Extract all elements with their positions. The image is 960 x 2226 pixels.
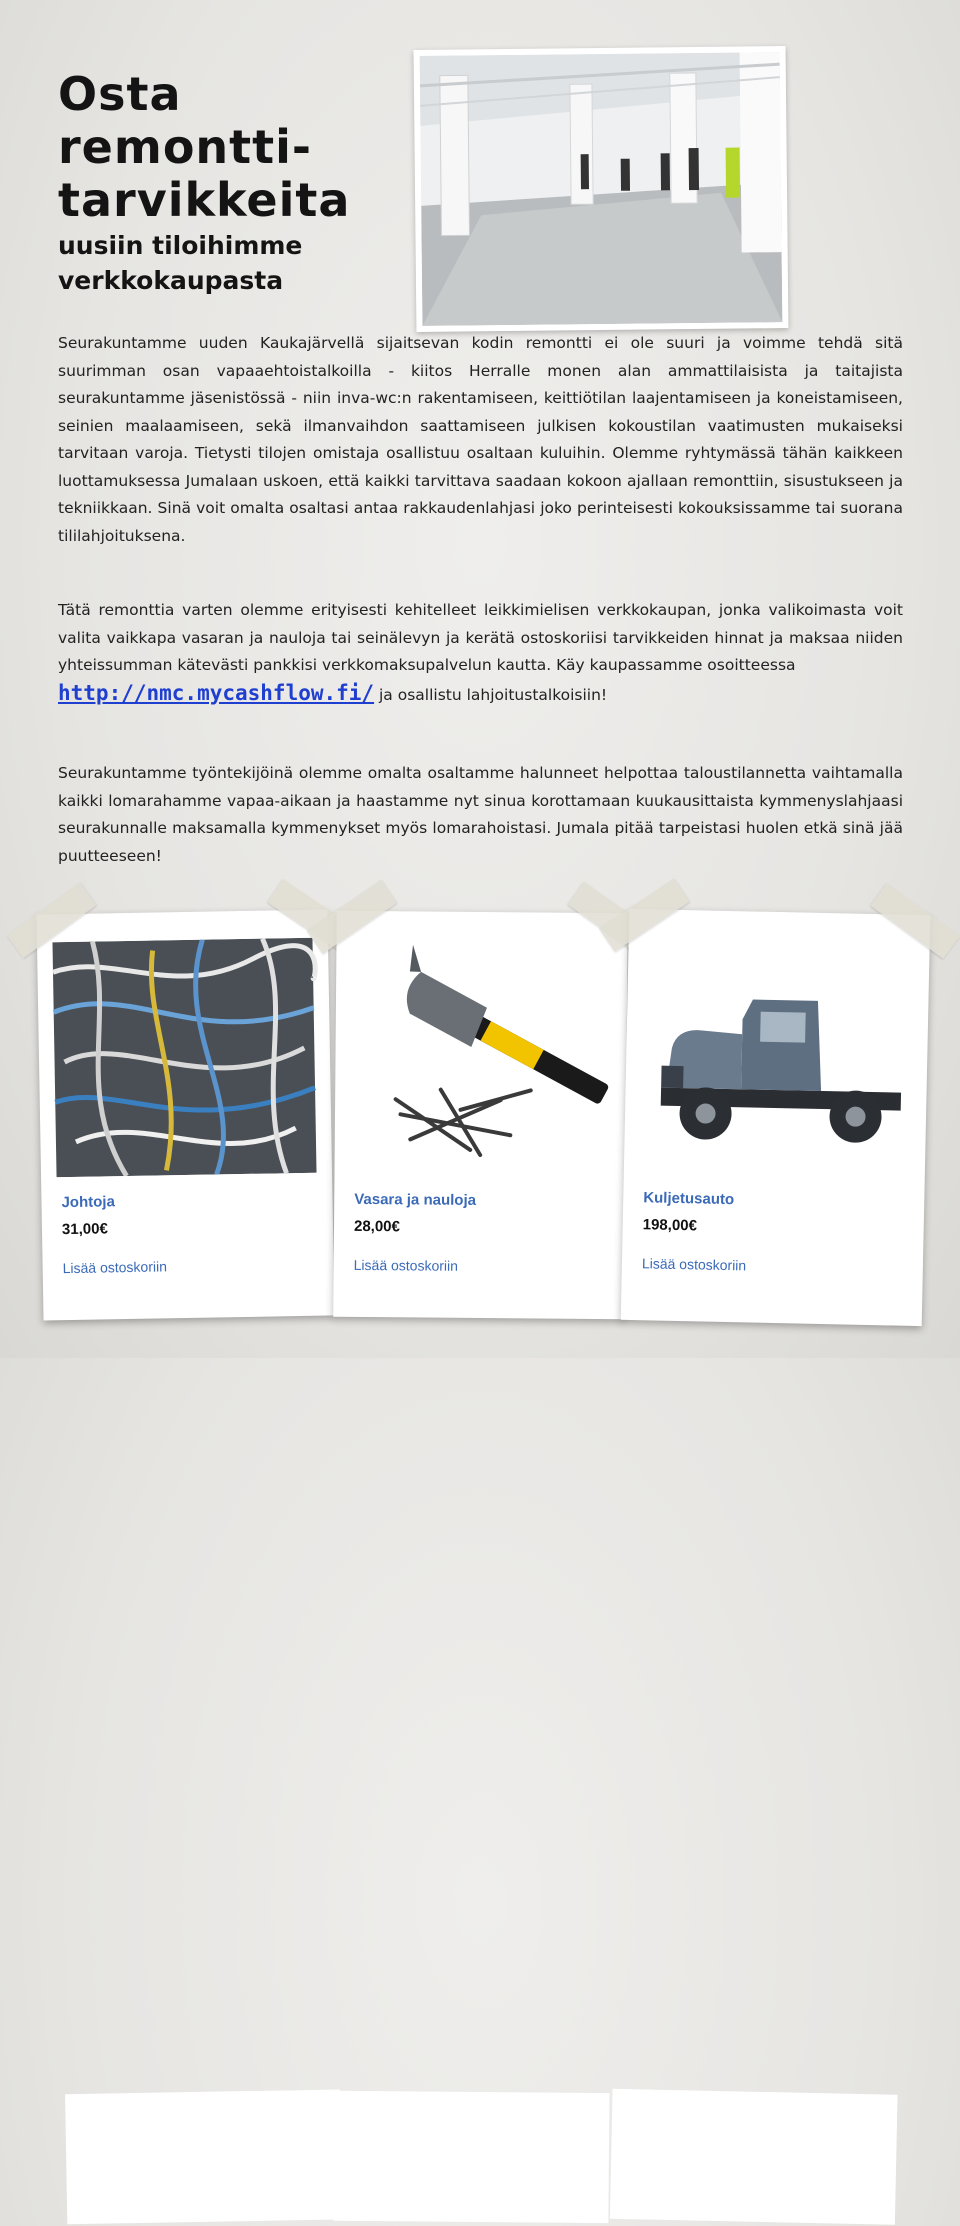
staff-paragraph: Seurakuntamme työntekijöinä olemme omalta osaltamme halunneet helpottaa taloustilannetta vaihtamalla kaikki lomarahamme vapaa-aikaan ja haastamme nyt sinua korottamaan kuukausittaista kymmenyslahjaasi seurakunnalle maksamalla kymmenykset myös lomarahoistasi. Jumala pitää tarpeistasi huolen etkä sinä jää puutteeseen! — [58, 764, 903, 865]
subtitle-line-2: verkkokaupasta — [58, 266, 284, 295]
hall-photo — [414, 46, 789, 332]
product-price: 28,00€ — [353, 1217, 400, 1236]
product-card-truck — [621, 909, 931, 1326]
product-card-hammer — [333, 911, 628, 1320]
product-info-truck — [642, 1189, 748, 1273]
shop-paragraph-tail: ja osallistu lahjoitustalkoisiin! — [374, 685, 608, 704]
hammer-image — [342, 939, 619, 1176]
product-name[interactable]: Johtoja — [61, 1193, 115, 1212]
product-card-cables — [36, 909, 334, 1320]
shop-paragraph — [58, 597, 903, 709]
shop-paragraph-text: Tätä remonttia varten olemme erityisesti kehitelleet leikkimielisen verkkokaupan, jonka valikoimasta voit valita vaikkapa vasaran ja nauloja tai seinälevyn ja kerätä ostoskoriisi tarvikkeiden hinnat ja maksaa niiden yhteissumman kätevästi pankkisi verkkomaksupalvelun kautta. Käy kaupassamme osoitteessa — [58, 601, 903, 674]
product-info-hammer — [354, 1191, 476, 1274]
add-to-cart-link[interactable]: Lisää ostoskoriin — [353, 1256, 459, 1274]
intro-paragraph: Seurakuntamme uuden Kaukajärvellä sijaitsevan kodin remontti ei ole suuri ja voimme tehdä sitä suurimman osan vapaaehtoistalkoilla - kiitos Herralle monen alan ammattilaisista ja taitajista seurakuntamme jäsenistössä - niin inva-wc:n rakentamiseen, keittiötilan laajentamiseen ja koneistamiseen, seinien maalaamiseen, sekä ilmanvaihdon saattamiseen julkisen kokoustilan vaatimusten mukaiseksi tarvitaan varoja. Tietysti tilojen omistaja osallistuu osaltaan kuluihin. Olemme ryhtymässä tähän kaikkeen luottamuksessa Jumalaan uskoen, että kaikki tarvittava saadaan kokoon ajallaan remonttiin, sisustukseen ja tekniikkaan. Sinä voit omalta osaltasi antaa rakkaudenlahjasi joko perinteisesti kokouksissamme tai suorana tililahjoituksena. — [58, 334, 903, 545]
title-line-2: remontti- — [58, 120, 313, 174]
product-price: 31,00€ — [61, 1220, 109, 1239]
product-info-cables — [61, 1192, 167, 1276]
add-to-cart-link[interactable]: Lisää ostoskoriin — [62, 1258, 168, 1277]
truck-image — [632, 937, 922, 1178]
url-line — [58, 680, 903, 710]
product-price: 198,00€ — [642, 1216, 698, 1235]
shop-link[interactable]: http://nmc.mycashflow.fi/ — [58, 680, 375, 705]
product-name[interactable]: Vasara ja nauloja — [354, 1190, 477, 1209]
cables-image — [45, 938, 324, 1178]
hall-illustration — [420, 52, 783, 326]
subtitle-line-1: uusiin tiloihimme — [58, 231, 303, 260]
add-to-cart-link[interactable]: Lisää ostoskoriin — [641, 1255, 747, 1274]
title-line-1: Osta — [58, 67, 182, 121]
title-line-3: tarvikkeita — [58, 173, 351, 227]
page-title — [58, 68, 408, 297]
product-name[interactable]: Kuljetusauto — [643, 1189, 735, 1209]
